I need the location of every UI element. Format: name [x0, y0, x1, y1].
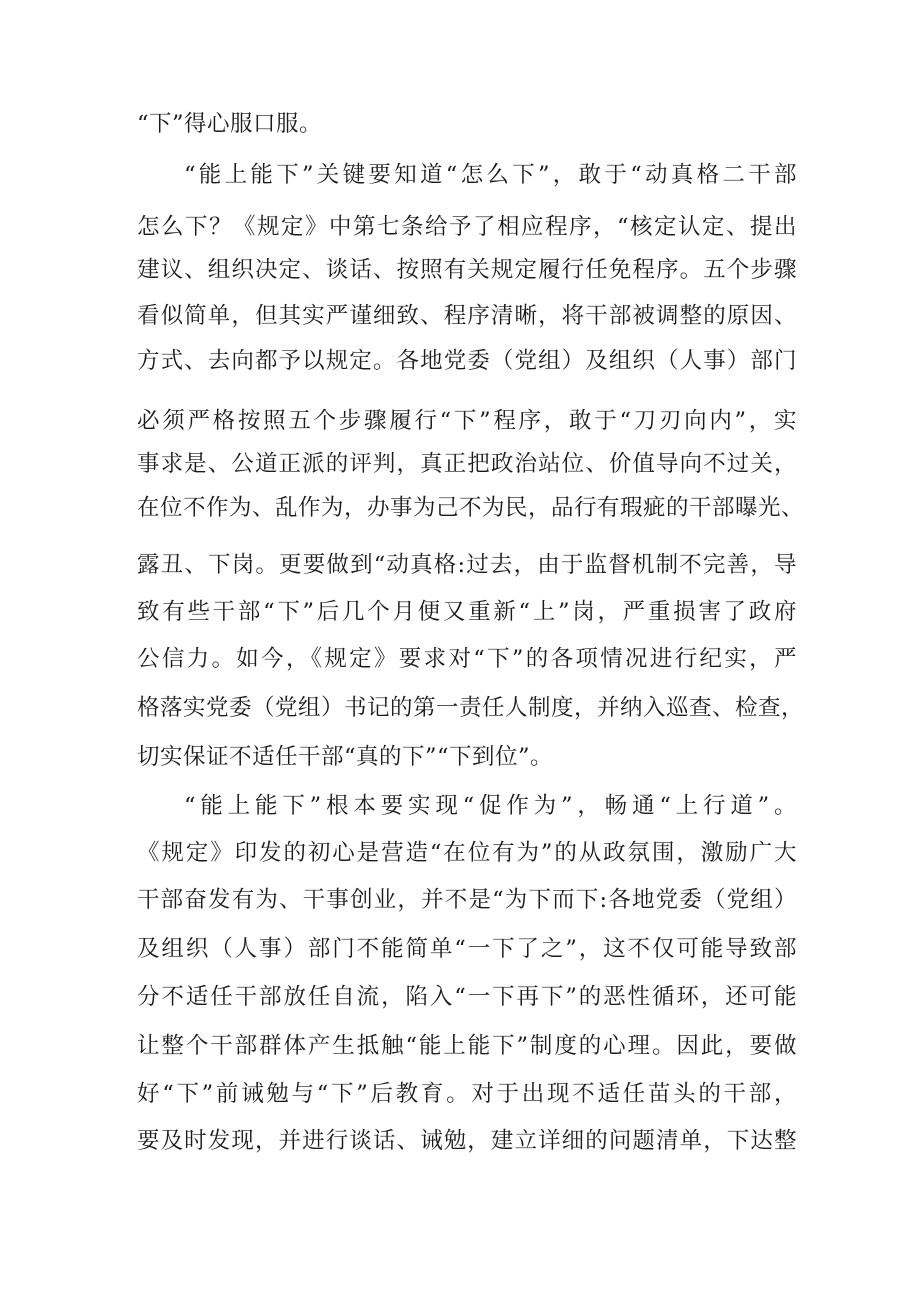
text-line: 事求是、公道正派的评判，真正把政治站位、价值导向不过关，: [137, 451, 797, 477]
text-line: 公信力。如今，《规定》要求对“下”的各项情况进行纪实，严: [137, 646, 797, 672]
text-line: “能上能下”关键要知道“怎么下”，敢于“动真格二干部: [184, 162, 797, 188]
text-line: 干部奋发有为、干事创业，并不是“为下而下:各地党委（党组）: [137, 887, 797, 913]
text-line: 格落实党委（党组）书记的第一责任人制度，并纳入巡查、检查，: [137, 695, 805, 721]
text-line: “能上能下”根本要实现“促作为”，畅通“上行道”。: [184, 793, 797, 819]
text-line: 怎么下？《规定》中第七条给予了相应程序，“核定认定、提出: [137, 214, 797, 240]
text-line: 分不适任干部放任自流，陷入“一下再下”的恶性循环，还可能: [137, 984, 797, 1010]
text-line: 看似简单，但其实严谨细致、程序清晰，将干部被调整的原因、: [137, 303, 797, 329]
text-line: 及组织（人事）部门不能简单“一下了之”，这不仅可能导致部: [137, 936, 797, 962]
text-line: 必须严格按照五个步骤履行“下”程序，敢于“刀刃向内”，实: [137, 408, 797, 434]
text-line: 让整个干部群体产生抵触“能上能下”制度的心理。因此，要做: [137, 1033, 797, 1059]
text-line: 好“下”前诫勉与“下”后教育。对于出现不适任苗头的干部，: [137, 1081, 797, 1107]
text-line: 建议、组织决定、谈话、按照有关规定履行任免程序。五个步骤: [137, 257, 797, 283]
text-line: 在位不作为、乱作为，办事为己不为民，品行有瑕疵的干部曝光、: [137, 495, 805, 521]
text-line: 露丑、下岗。更要做到“动真格:过去，由于监督机制不完善，导: [137, 552, 797, 578]
text-line: 《规定》印发的初心是营造“在位有为”的从政氛围，激励广大: [137, 840, 797, 866]
text-line: “下”得心服口服。: [137, 111, 323, 137]
text-line: 方式、去向都予以规定。各地党委（党组）及组织（人事）部门: [137, 348, 797, 374]
text-line: 切实保证不适任干部“真的下”“下到位”。: [137, 744, 554, 770]
text-line: 致有些干部“下”后几个月便又重新“上”岗，严重损害了政府: [137, 599, 797, 625]
text-line: 要及时发现，并进行谈话、诫勉，建立详细的问题清单，下达整: [137, 1128, 797, 1154]
